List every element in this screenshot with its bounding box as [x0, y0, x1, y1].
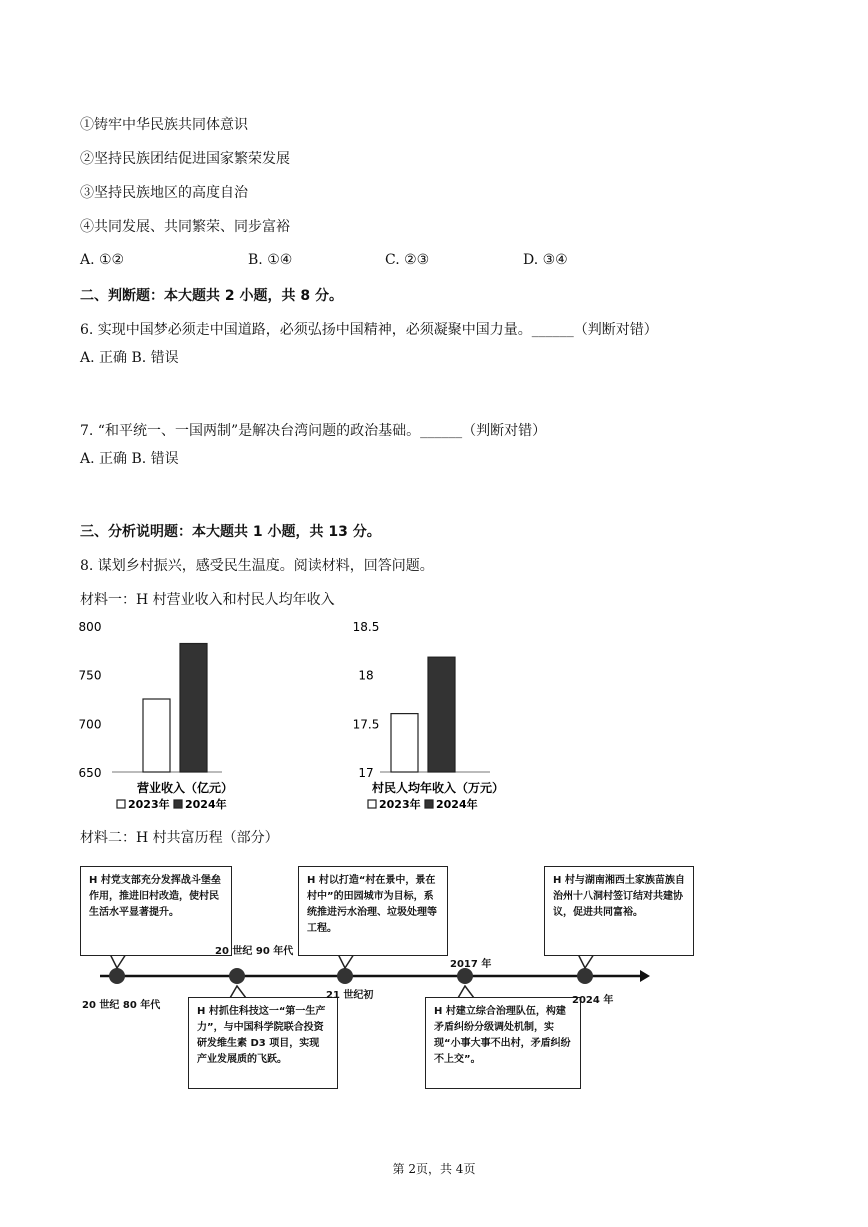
chart0-legend-1: 2024年 [185, 798, 227, 811]
income-charts [70, 612, 530, 817]
chart1-ytick-2: 17.5 [352, 717, 380, 732]
chart1-bar-0 [391, 714, 418, 772]
timeline-label-2000s: 21 世纪初 [326, 990, 374, 1001]
question-7: 7. “和平统一、一国两制”是解决台湾问题的政治基础。______（判断对错） [80, 423, 547, 439]
timeline-box-2017: H 村建立综合治理队伍，构建矛盾纠纷分级调处机制，实现“小事大事不出村，矛盾纠纷不上交”。 [425, 997, 581, 1089]
timeline-box-1990s: H 村抓住科技这一“第一生产力”，与中国科学院联合投资研发维生素 D3 项目，实现产业发展质的飞跃。 [188, 997, 338, 1089]
chart1-legend-swatch-0 [368, 800, 376, 808]
chart1-legend-1: 2024年 [436, 798, 478, 811]
chart1-bar-1 [428, 657, 455, 772]
section2-title: 二、判断题：本大题共 2 小题，共 8 分。 [80, 288, 343, 304]
timeline-label-1990s: 20 世纪 90 年代 [215, 946, 294, 957]
chart1-ytick-3: 17 [358, 766, 374, 780]
page-footer: 第 2页，共 4页 [392, 1162, 476, 1176]
timeline-box-1980s: H 村党支部充分发挥战斗堡垒作用，推进旧村改造，使村民生活水平显著提升。 [80, 866, 232, 956]
material1-title: 材料一：H 村营业收入和村民人均年收入 [80, 592, 335, 608]
chart1-xlabel: 村民人均年收入（万元） [371, 781, 505, 795]
chart1-ytick-1: 18 [358, 668, 374, 683]
chart0-ytick-3: 650 [78, 766, 102, 780]
timeline-label-2024: 2024 年 [572, 995, 614, 1006]
timeline-label-2017: 2017 年 [450, 959, 492, 970]
chart0-ytick-2: 700 [78, 717, 102, 732]
chart0-legend-0: 2023年 [128, 798, 170, 811]
timeline-box-2024: H 村与湖南湘西土家族苗族自治州十八洞村签订结对共建协议，促进共同富裕。 [544, 866, 694, 956]
question-6: 6. 实现中国梦必须走中国道路，必须弘扬中国精神，必须凝聚中国力量。______（判断对错） [80, 322, 658, 338]
chart0-xlabel: 营业收入（亿元） [136, 781, 234, 795]
timeline [70, 858, 685, 1088]
chart1-legend-swatch-1 [425, 800, 433, 808]
question-7-choices: A. 正确 B. 错误 [80, 451, 179, 467]
chart0-ytick-0: 800 [78, 620, 102, 634]
option-1: ①铸牢中华民族共同体意识 [80, 117, 248, 133]
option-3: ③坚持民族地区的高度自治 [80, 185, 248, 201]
chart1-legend-0: 2023年 [379, 798, 421, 811]
timeline-label-1980s: 20 世纪 80 年代 [82, 1000, 161, 1011]
chart1-ytick-0: 18.5 [352, 620, 380, 634]
material2-title: 材料二：H 村共富历程（部分） [80, 830, 279, 846]
chart0-bar-1 [180, 644, 207, 772]
chart0-legend-swatch-1 [174, 800, 182, 808]
chart0-legend-swatch-0 [117, 800, 125, 808]
option-4: ④共同发展、共同繁荣、同步富裕 [80, 219, 290, 235]
choice-d: D. ③④ [523, 252, 568, 268]
question-6-choices: A. 正确 B. 错误 [80, 350, 179, 366]
charts-area [70, 612, 530, 821]
section3-title: 三、分析说明题：本大题共 1 小题，共 13 分。 [80, 524, 381, 540]
choice-b: B. ①④ [248, 252, 293, 268]
chart0-bar-0 [143, 699, 170, 772]
option-2: ②坚持民族团结促进国家繁荣发展 [80, 151, 290, 167]
question-8: 8. 谋划乡村振兴，感受民生温度。阅读材料，回答问题。 [80, 558, 434, 574]
choice-c: C. ②③ [385, 252, 430, 268]
chart0-ytick-1: 750 [78, 668, 102, 683]
choice-a: A. ①② [80, 252, 125, 268]
timeline-box-2000s: H 村以打造“村在景中，景在村中”的田园城市为目标，系统推进污水治理、垃圾处理等工程。 [298, 866, 448, 956]
